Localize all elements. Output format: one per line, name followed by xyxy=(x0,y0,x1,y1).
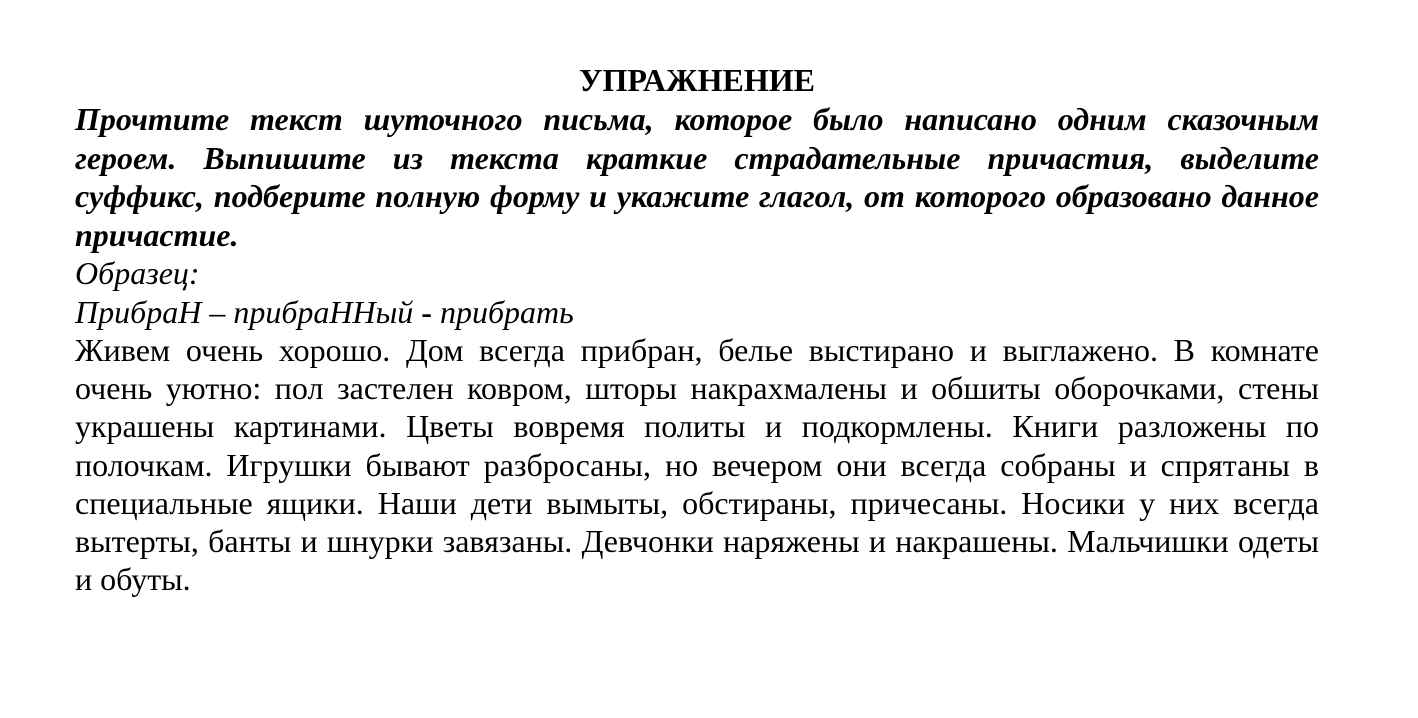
sample-dash-2: - xyxy=(413,293,440,330)
exercise-title: УПРАЖНЕНИЕ xyxy=(579,62,815,98)
letter-text: Живем очень хорошо. Дом всегда прибран, белье выстирано и выглажено. В комнате очень уютно: пол застелен ковром, шторы накрахмалены и обшиты оборочками, стены украшены картинами. Цветы вовремя политы и подкормлены. Книги разложены по полочкам. Игрушки бывают разбросаны, но вечером они всегда собраны и спрятаны в специальные ящики. Наши дети вымыты, обстираны, причесаны. Носики у них всегда вытерты, банты и шнурки завязаны. Девчонки наряжены и накрашены. Мальчишки одеты и обуты. xyxy=(75,332,1319,598)
sample-full-form: прибраННый xyxy=(233,293,414,330)
sample-label: Образец: xyxy=(75,255,200,291)
sample-dash-1: – xyxy=(201,293,234,330)
task-instructions: Прочтите текст шуточного письма, которое было написано одним сказочным героем. Выпишите из текста краткие страдательные причастия, выделите суффикс, подберите полную форму и укажите глагол, от которого образовано данное причастие. xyxy=(75,101,1319,253)
sample-line xyxy=(75,293,1319,332)
sample-verb: прибрать xyxy=(439,293,574,330)
document-page xyxy=(75,60,1319,598)
sample-short-form: ПрибраН xyxy=(75,293,202,330)
